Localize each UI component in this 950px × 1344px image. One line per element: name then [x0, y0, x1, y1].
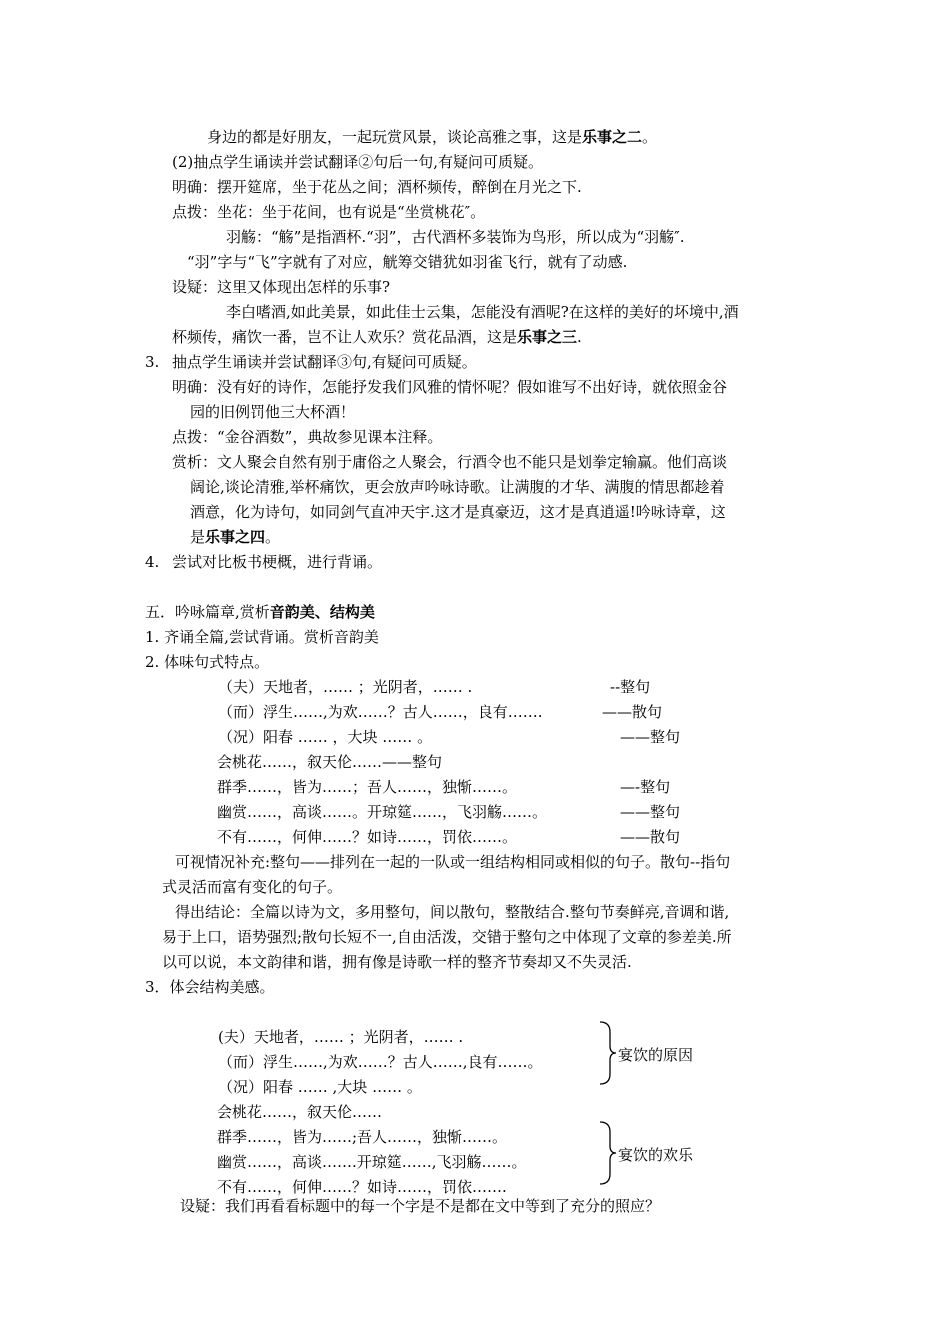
sentence-tag: --整句 — [610, 678, 651, 696]
text-line: 点拨：“金谷酒数”，典故参见课本注释。 — [172, 428, 443, 446]
text-line — [172, 327, 582, 347]
text-line: (2)抽点学生诵读并尝试翻译②句后一句,有疑问可质疑。 — [172, 153, 544, 171]
brace-icon — [596, 1120, 618, 1186]
text-span: . — [577, 328, 582, 346]
sentence-tag: —-整句 — [620, 778, 671, 796]
sentence-tag: ——整句 — [620, 803, 681, 821]
text-line: 羽觞：“觞”是指酒杯.“羽”，古代酒杯多装饰为鸟形，所以成为“羽觞″. — [226, 228, 685, 246]
structure-line: 幽赏……，高谈…….开琼筵……,飞羽觞……。 — [217, 1153, 527, 1171]
emphasis-text: 乐事之四 — [205, 528, 266, 546]
sentence-example: （而）浮生……,为欢……？古人……，良有……. — [218, 703, 543, 721]
text-line: 易于上口，语势强烈;散句长短不一,自由活泼，交错于整句之中体现了文章的参差美.所 — [162, 928, 732, 946]
text-line: 2. 体味句式特点。 — [145, 653, 270, 671]
text-span: 五．吟咏篇章,赏析 — [145, 603, 270, 621]
sentence-example: 幽赏……，高谈……。开琼筵……，飞羽觞……。 — [217, 803, 548, 821]
emphasis-text: 乐事之三 — [517, 328, 578, 346]
brace-label: 宴饮的原因 — [618, 1046, 694, 1064]
list-number: 4. — [145, 553, 160, 571]
structure-line: （况）阳春 …… ,大块 …… 。 — [218, 1078, 422, 1096]
list-number: 3. — [145, 353, 160, 371]
text-line: 李白嗜酒,如此美景，如此佳士云集，怎能没有酒呢?在这样的美好的坏境中,酒 — [226, 303, 739, 321]
text-line: 酒意，化为诗句，如同剑气直冲天宇.这才是真豪迈，这才是真逍遥!吟咏诗章，这 — [190, 503, 726, 521]
sentence-example: 不有……，何伸……？如诗……，罚依……。 — [217, 828, 518, 846]
emphasis-text: 音韵美 — [269, 603, 315, 621]
structure-line: 会桃花……，叙天伦…… — [217, 1103, 383, 1121]
text-line: 点拨：坐花：坐于花间，也有说是“坐赏桃花″。 — [172, 203, 486, 221]
text-line — [207, 127, 657, 147]
text-line — [190, 527, 280, 547]
text-line: 赏析：文人聚会自然有别于庸俗之人聚会，行酒令也不能只是划拳定输赢。他们高谈 — [172, 453, 728, 471]
sentence-example: 群季……，皆为……；吾人……，独惭……。 — [217, 778, 518, 796]
brace-icon — [596, 1020, 618, 1086]
text-span: 杯频传，痛饮一番，岂不让人欢乐？赏花品酒，这是 — [172, 328, 518, 346]
text-line: 设疑：我们再看看标题中的每一个字是不是都在文中等到了充分的照应？ — [180, 1197, 661, 1215]
text-line: 园的旧例罚他三大杯酒！ — [190, 403, 356, 421]
text-line: 明确：摆开筵席，坐于花丛之间；酒杯频传，醉倒在月光之下. — [172, 178, 582, 196]
sentence-example: （况）阳春 …… ，大块 …… 。 — [218, 728, 433, 746]
structure-line: 不有……，何伸……？如诗……，罚依……. — [217, 1178, 507, 1196]
text-line: 1. 齐诵全篇,尝试背诵。赏析音韵美 — [145, 628, 379, 646]
sentence-tag: ——整句 — [620, 728, 681, 746]
emphasis-text: 、 — [314, 603, 330, 621]
text-line: 明确：没有好的诗作，怎能抒发我们风雅的情怀呢？假如谁写不出好诗，就依照金谷 — [172, 378, 728, 396]
structure-line: （而）浮生……,为欢……？古人……,良有……。 — [218, 1053, 543, 1071]
section-heading — [145, 602, 375, 622]
text-span: 。 — [642, 128, 658, 146]
sentence-example: 会桃花……，叙天伦……——整句 — [217, 753, 443, 771]
text-line: 抽点学生诵读并尝试翻译③句,有疑问可质疑。 — [172, 353, 477, 371]
sentence-tag: ——散句 — [602, 703, 663, 721]
text-line: 可视情况补充:整句——排列在一起的一队或一组结构相同或相似的句子。散句--指句 — [175, 853, 731, 871]
text-span: 是 — [190, 528, 206, 546]
brace-label: 宴饮的欢乐 — [618, 1146, 694, 1164]
sentence-example: （夫）天地者，…… ；光阴者，…… . — [218, 678, 473, 696]
structure-line: (夫）天地者，…… ；光阴者，…… . — [218, 1028, 464, 1046]
text-line: 设疑：这里又体现出怎样的乐事? — [172, 278, 391, 296]
emphasis-text: 结构美 — [329, 603, 375, 621]
text-span: 。 — [265, 528, 281, 546]
text-line: 阔论,谈论清雅,举杯痛饮，更会放声吟咏诗歌。让满腹的才华、满腹的情思都趁着 — [190, 478, 725, 496]
structure-line: 群季……，皆为……;吾人……，独惭……。 — [217, 1128, 508, 1146]
emphasis-text: 乐事之二 — [582, 128, 643, 146]
text-line: 以可以说，本文韵律和谐，拥有像是诗歌一样的整齐节奏却又不失灵活. — [162, 953, 632, 971]
text-line: 式灵活而富有变化的句子。 — [162, 878, 343, 896]
text-line: 3．体会结构美感。 — [145, 978, 275, 996]
text-line: 得出结论：全篇以诗为文，多用整句，间以散句，整散结合.整句节奏鲜亮,音调和谐, — [175, 903, 730, 921]
text-span: 身边的都是好朋友，一起玩赏风景，谈论高雅之事，这是 — [207, 128, 583, 146]
sentence-tag: ——散句 — [620, 828, 681, 846]
text-line: 尝试对比板书梗概，进行背诵。 — [172, 553, 383, 571]
text-line: “羽”字与“飞”字就有了对应，觥筹交错犹如羽雀飞行，就有了动感. — [187, 253, 628, 271]
